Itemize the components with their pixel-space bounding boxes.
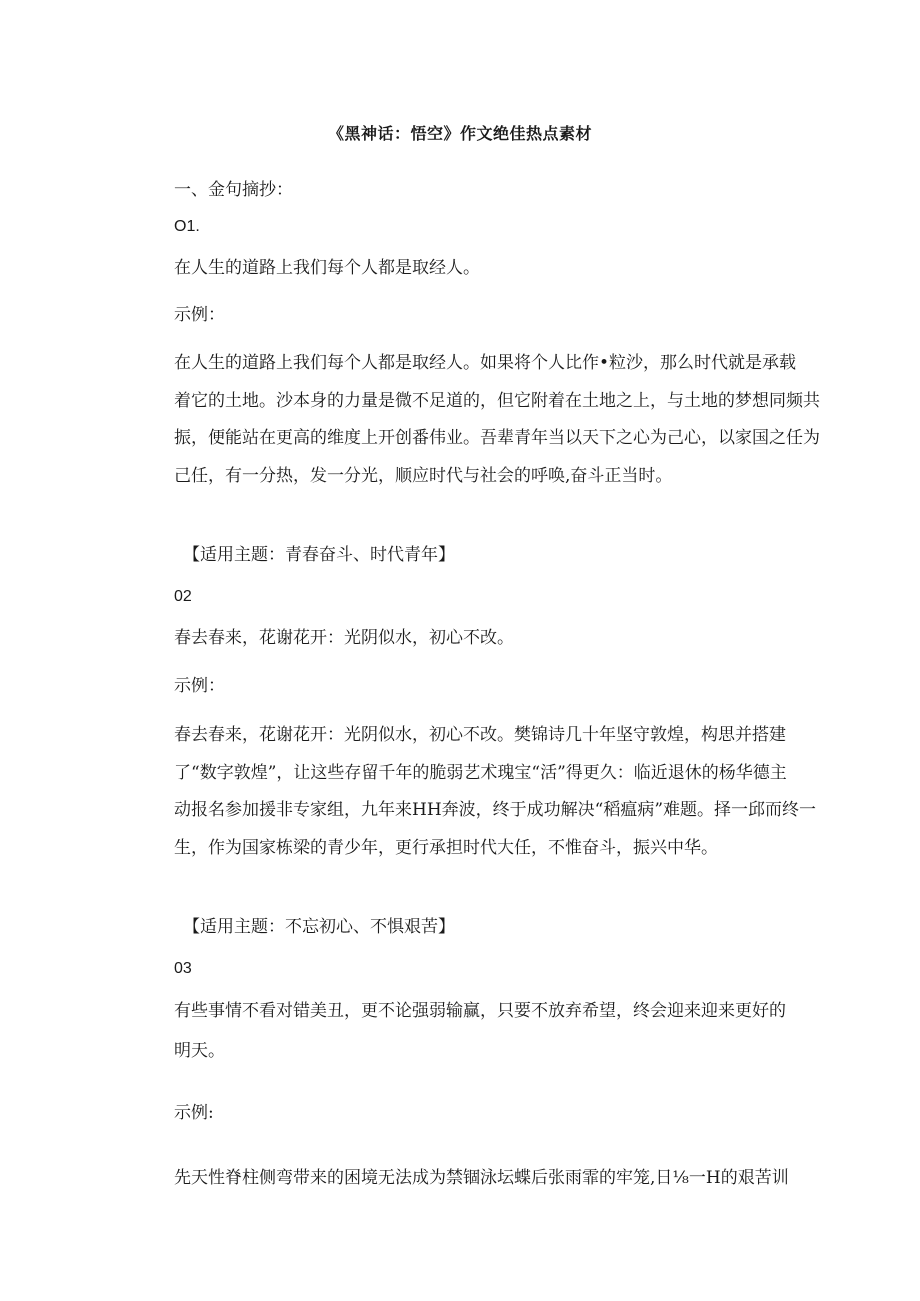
item-number: O1.	[174, 218, 200, 235]
paragraph-line: 有些事情不看对错美丑，更不论强弱输赢，只要不放弃希望，终会迎来迎来更好的	[174, 1001, 786, 1021]
example-label: 示例：	[174, 305, 225, 325]
paragraph-line: 春去春来，花谢花开：光阴似水，初心不改。樊锦诗几十年坚守敦煌，构思并搭建	[174, 725, 786, 745]
example-label: 示例:	[174, 1103, 214, 1123]
paragraph-line: 了“数字敦煌”，让这些存留千年的脆弱艺术瑰宝“活”得更久：临近退休的杨华德主	[174, 762, 787, 783]
example-paragraph	[174, 717, 817, 868]
paragraph-line: 动报名参加援非专家组，九年来HH奔波，终于成功解决“稻瘟病”难题。择一邱而终一	[174, 800, 817, 821]
paragraph-line: 明天。	[174, 1041, 225, 1061]
example-paragraph	[174, 1160, 789, 1198]
quote-text: 在人生的道路上我们每个人都是取经人。	[174, 258, 480, 278]
paragraph-line: 着它的土地。沙本身的力量是微不足道的，但它附着在土地之上，与土地的梦想同频共	[174, 390, 820, 411]
theme-tag: 【适用主题：青春奋斗、时代青年】	[183, 545, 455, 565]
quote-text: 春去春来，花谢花开：光阴似水，初心不改。	[174, 628, 514, 648]
paragraph-line: 生，作为国家栋梁的青少年，更行承担时代大任，不惟奋斗，振兴中华。	[174, 838, 718, 859]
example-paragraph	[174, 345, 820, 496]
section-heading: 一、金句摘抄：	[174, 180, 293, 200]
paragraph-line: 先天性脊柱侧弯带来的困境无法成为禁锢泳坛蝶后张雨霏的牢笼,日⅛一H的艰苦训	[174, 1168, 789, 1188]
example-label: 示例：	[174, 676, 225, 696]
page-title: 《黑神话：悟空》作文绝佳热点素材	[327, 124, 592, 143]
quote-paragraph	[174, 991, 786, 1071]
paragraph-line: 己任，有一分热，发一分光，顺应时代与社会的呼唤,奋斗正当时。	[174, 466, 673, 487]
theme-tag: 【适用主题：不忘初心、不惧艰苦】	[183, 917, 455, 937]
item-number: 03	[174, 960, 192, 977]
paragraph-line: 在人生的道路上我们每个人都是取经人。如果将个人比作•粒沙，那么时代就是承载	[174, 353, 797, 373]
item-number: 02	[174, 588, 192, 605]
paragraph-line: 振，便能站在更高的维度上开创番伟业。吾辈青年当以天下之心为己心，以家国之任为	[174, 428, 820, 449]
